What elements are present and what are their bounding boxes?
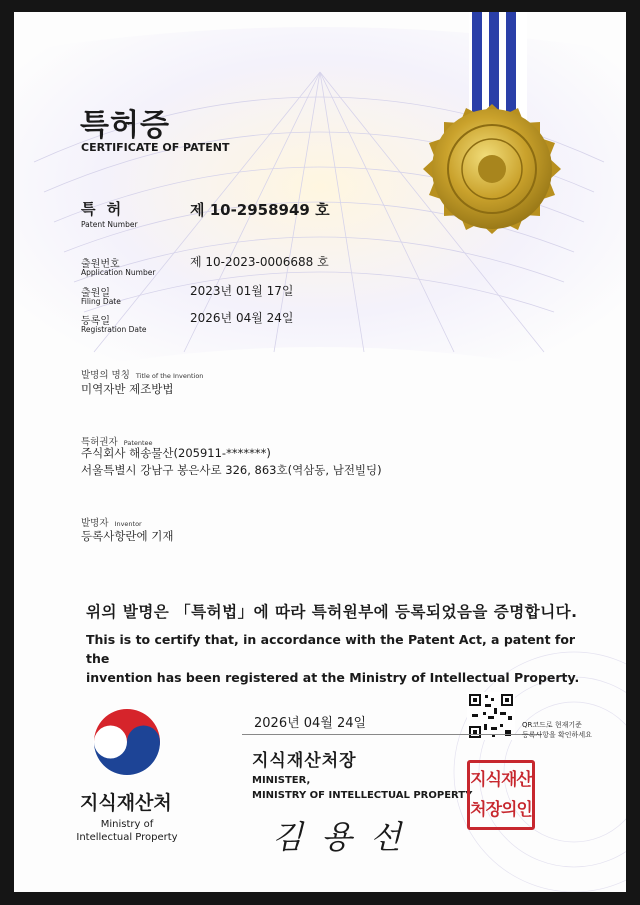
patentee-label: 특허권자 bbox=[81, 437, 118, 448]
invention-title: 미역자반 제조방법 bbox=[81, 382, 174, 396]
inventor-label-en: Inventor bbox=[114, 520, 142, 528]
qr-note-line2: 등록사항을 확인하세요 bbox=[522, 731, 592, 739]
organization-english-line2: Intellectual Property bbox=[76, 832, 178, 843]
organization-korean: 지식재산처 bbox=[80, 792, 172, 814]
minister-korean: 지식재산처장 bbox=[252, 751, 357, 771]
filing-date-value: 2023년 01월 17일 bbox=[190, 284, 294, 298]
minister-english-line2: MINISTRY OF INTELLECTUAL PROPERTY bbox=[252, 790, 473, 801]
certificate-paper bbox=[14, 12, 626, 892]
official-stamp bbox=[467, 760, 535, 830]
title-korean: 특허증 bbox=[80, 108, 170, 143]
registration-date-label: 등록일 bbox=[81, 316, 110, 327]
patent-number-label-en: Patent Number bbox=[81, 220, 138, 229]
patentee-name: 주식회사 해송물산(205911-*******) bbox=[81, 446, 271, 460]
application-number-value: 제 10-2023-0006688 호 bbox=[190, 255, 329, 269]
qr-note bbox=[522, 720, 592, 740]
inventor-value: 등록사항란에 기재 bbox=[81, 529, 174, 543]
patent-number-label: 특 허 bbox=[81, 200, 125, 218]
filing-date-label-en: Filing Date bbox=[81, 297, 121, 306]
certification-english-line1: This is to certify that, in accordance with the Patent Act, a patent for the bbox=[86, 632, 576, 666]
stamp-line2: 처장의인 bbox=[470, 800, 532, 820]
patent-number-value: 제 10-2958949 호 bbox=[190, 201, 330, 219]
government-logo bbox=[93, 708, 161, 776]
invention-label: 발명의 명칭 bbox=[81, 370, 130, 381]
stamp-line1: 지식재산 bbox=[470, 770, 532, 790]
patentee-label-en: Patentee bbox=[123, 439, 153, 447]
qr-note-line1: QR코드로 현재기준 bbox=[522, 721, 582, 729]
organization-english bbox=[72, 818, 182, 844]
handwritten-signature: 김 용 선 bbox=[272, 818, 406, 856]
signature-divider bbox=[242, 734, 542, 735]
registration-date-value: 2026년 04월 24일 bbox=[190, 311, 294, 325]
registration-date-label-en: Registration Date bbox=[81, 325, 147, 334]
application-number-label-en: Application Number bbox=[81, 268, 156, 277]
invention-label-en: Title of the Invention bbox=[135, 372, 204, 380]
title-english: CERTIFICATE OF PATENT bbox=[81, 141, 230, 154]
minister-english-line1: MINISTER, bbox=[252, 775, 311, 786]
certification-korean: 위의 발명은 「특허법」에 따라 특허원부에 등록되었음을 증명합니다. bbox=[86, 603, 578, 621]
certification-english bbox=[86, 630, 586, 687]
filing-date-label: 출원일 bbox=[81, 288, 110, 299]
issue-date: 2026년 04월 24일 bbox=[254, 716, 367, 731]
organization-english-line1: Ministry of bbox=[100, 819, 154, 830]
inventor-label: 발명자 bbox=[81, 518, 109, 529]
patentee-address: 서울특별시 강남구 봉은사로 326, 863호(역삼동, 남전빌딩) bbox=[81, 463, 382, 477]
minister-english bbox=[252, 773, 472, 803]
application-number-label: 출원번호 bbox=[81, 259, 120, 270]
qr-code bbox=[467, 692, 515, 740]
certification-english-line2: invention has been registered at the Ministry of Intellectual Property. bbox=[86, 670, 580, 685]
invention-section-header bbox=[81, 363, 203, 382]
